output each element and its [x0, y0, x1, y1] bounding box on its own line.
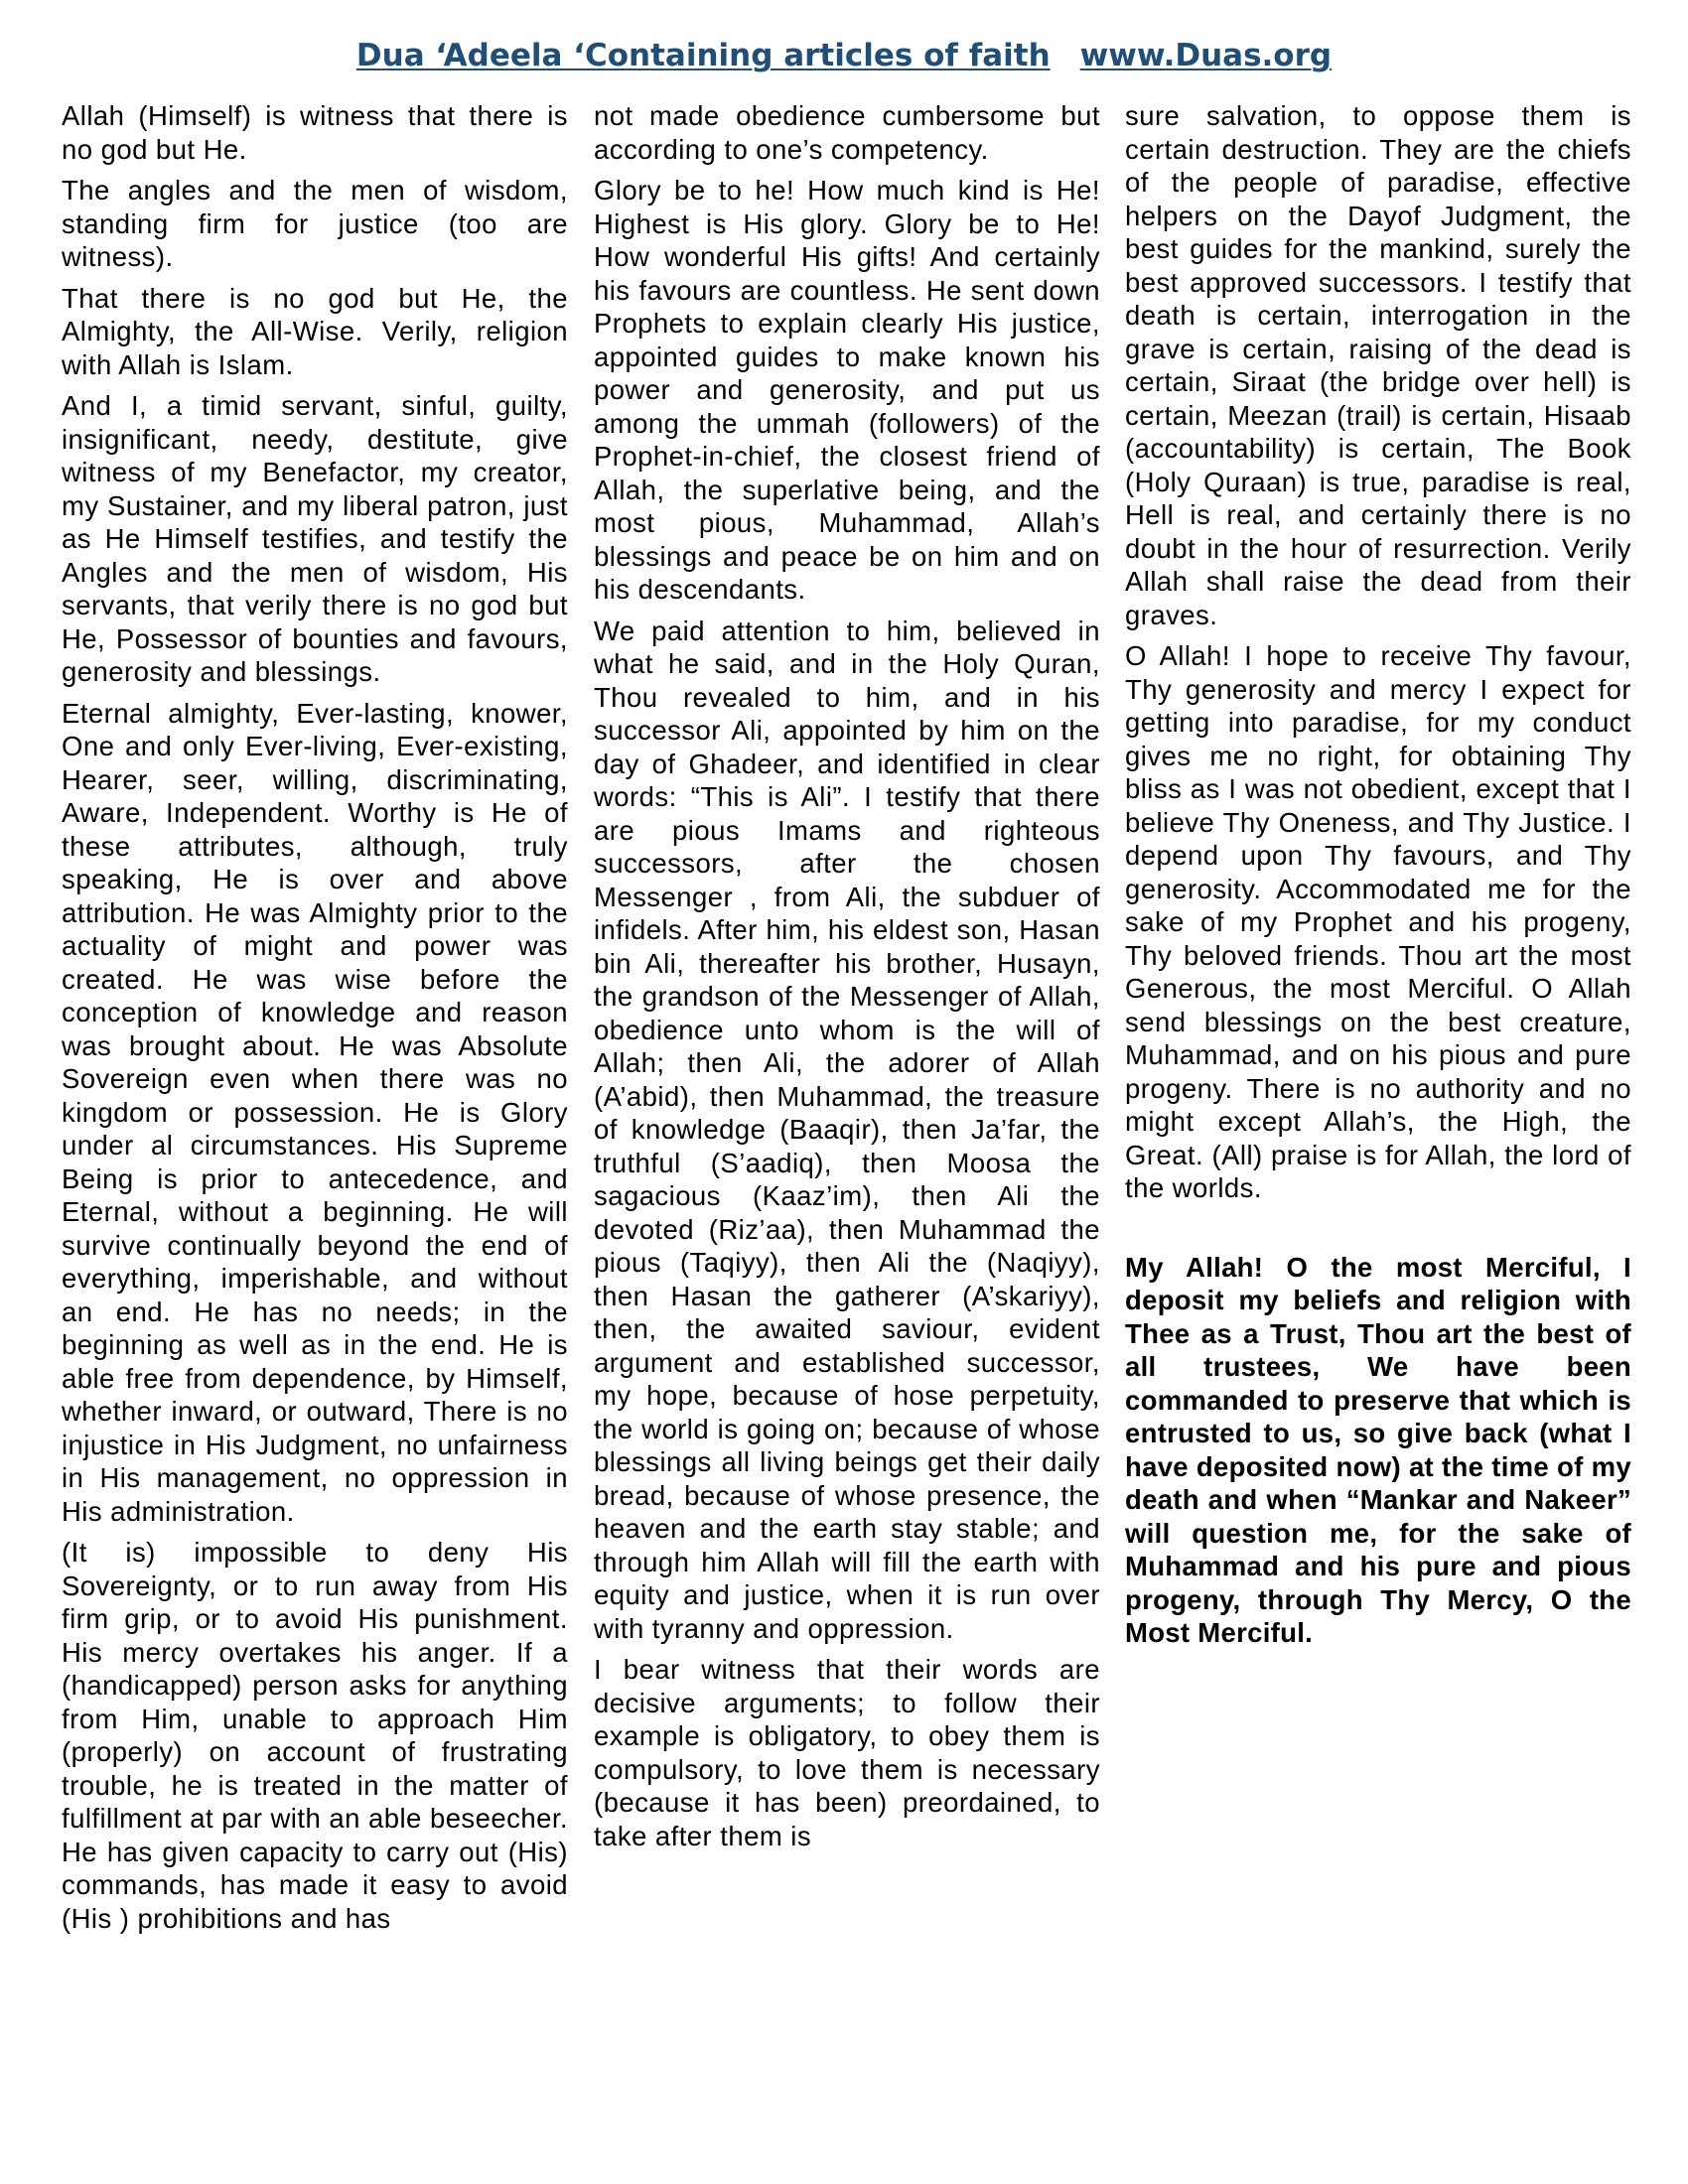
- paragraph: Allah (Himself) is witness that there is no god but He.: [62, 100, 568, 165]
- paragraph: Eternal almighty, Ever-lasting, knower, One and only Ever-living, Ever-existing, Hearer, seer, willing, discriminating, Aware, Independent. Worthy is He of these attributes, although, truly speaking, He is over and above attribution. He was Almighty prior to the actuality of might and power was created. He was wise before the conception of knowledge and reason was brought about. He was Absolute Sovereign even when there was no kingdom or possession. He is Glory under al circumstances. His Supreme Being is prior to antecedence, and Eternal, without a beginning. He will survive continually beyond the end of everything, imperishable, and without an end. He has no needs; in the beginning as well as in the end. He is able free from dependence, by Himself, whether inward, or outward, There is no injustice in His Judgment, no unfairness in His management, no oppression in His administration.: [62, 697, 568, 1527]
- paragraph: sure salvation, to oppose them is certain destruction. They are the chiefs of the people of paradise, effective helpers on the Dayof Judgment, the best guides for the mankind, surely the best approved successors. I testify that death is certain, interrogation in the grave is certain, raising of the dead is certain, Siraat (the bridge over hell) is certain, Meezan (trail) is certain, Hisaab (accountability) is certain, The Book (Holy Quraan) is true, paradise is real, Hell is real, and certainly there is no doubt in the hour of resurrection. Verily Allah shall raise the dead from their graves.: [1125, 100, 1631, 630]
- paragraph: The angles and the men of wisdom, standing firm for justice (too are witness).: [62, 175, 568, 272]
- paragraph: Glory be to he! How much kind is He! Highest is His glory. Glory be to He! How wonderful His gifts! And certainly his favours are countless. He sent down Prophets to explain clearly His justice, appointed guides to make known his power and generosity, and put us among the ummah (followers) of the Prophet-in-chief, the closest friend of Allah, the superlative being, and the most pious, Muhammad, Allah’s blessings and peace be on him and on his descendants.: [594, 175, 1100, 605]
- paragraph: That there is no god but He, the Almighty, the All-Wise. Verily, religion with Allah is Islam.: [62, 282, 568, 380]
- closing-supplication: My Allah! O the most Merciful, I deposit my beliefs and religion with Thee as a Trust, Thou art the best of all trustees, We have been commanded to preserve that which is entrusted to us, so give back (what I have deposited now) at the time of my death and when “Mankar and Nakeer” will question me, for the sake of Muhammad and his pure and pious progeny, through Thy Mercy, O the Most Merciful.: [1125, 1251, 1631, 1648]
- document-title: Dua ‘Adeela ‘Containing articles of faith: [355, 38, 1051, 73]
- paragraph: I bear witness that their words are decisive arguments; to follow their example is obligatory, to obey them is compulsory, to love them is necessary (because it has been) preordained, to take after them is: [594, 1654, 1100, 1851]
- website-link[interactable]: www.Duas.org: [1079, 38, 1333, 73]
- paragraph: And I, a timid servant, sinful, guilty, insignificant, needy, destitute, give witness of my Benefactor, my creator, my Sustainer, and my liberal patron, just as He Himself testifies, and testify the Angles and the men of wisdom, His servants, that verily there is no god but He, Possessor of bounties and favours, generosity and blessings.: [62, 390, 568, 687]
- paragraph: (It is) impossible to deny His Sovereignty, or to run away from His firm grip, or to avoid His punishment. His mercy overtakes his anger. If a (handicapped) person asks for anything from Him, unable to approach Him (properly) on account of frustrating trouble, he is treated in the matter of fulfillment at par with an able beseecher. He has given capacity to carry out (His) commands, has made it easy to avoid (His ) prohibitions and has: [62, 1537, 568, 1934]
- text-column-3: [1125, 99, 1631, 1658]
- paragraph: O Allah! I hope to receive Thy favour, Thy generosity and mercy I expect for getting into paradise, for my conduct gives me no right, for obtaining Thy bliss as I was not obedient, except that I believe Thy Oneness, and Thy Justice. I depend upon Thy favours, and Thy generosity. Accommodated me for the sake of my Prophet and his progeny, Thy beloved friends. Thou art the most Generous, the most Merciful. O Allah send blessings on the best creature, Muhammad, and on his pious and pure progeny. There is no authority and no might except Allah’s, the High, the Great. (All) praise is for Allah, the lord of the worlds.: [1125, 640, 1631, 1203]
- paragraph: We paid attention to him, believed in what he said, and in the Holy Quran, Thou revealed to him, and in his successor Ali, appointed by him on the day of Ghadeer, and identified in clear words: “This is Ali”. I testify that there are pious Imams and righteous successors, after the chosen Messenger , from Ali, the subduer of infidels. After him, his eldest son, Hasan bin Ali, thereafter his brother, Husayn, the grandson of the Messenger of Allah, obedience unto whom is the will of Allah; then Ali, the adorer of Allah (A’abid), then Muhammad, the treasure of knowledge (Baaqir), then Ja’far, the truthful (S’aadiq), then Moosa the sagacious (Kaaz’im), then Ali the devoted (Riz’aa), then Muhammad the pious (Taqiyy), then Ali the (Naqiyy), then Hasan the gatherer (A’skariyy), then, the awaited saviour, evident argument and established successor, my hope, because of hose perpetuity, the world is going on; because of whose blessings all living beings get their daily bread, because of whose presence, the heaven and the earth stay stable; and through him Allah will fill the earth with equity and justice, when it is run over with tyranny and oppression.: [594, 614, 1100, 1644]
- page-header: [0, 38, 1688, 73]
- paragraph: not made obedience cumbersome but according to one’s competency.: [594, 100, 1100, 165]
- text-column-2: [594, 99, 1100, 1860]
- text-column-1: [62, 99, 568, 1943]
